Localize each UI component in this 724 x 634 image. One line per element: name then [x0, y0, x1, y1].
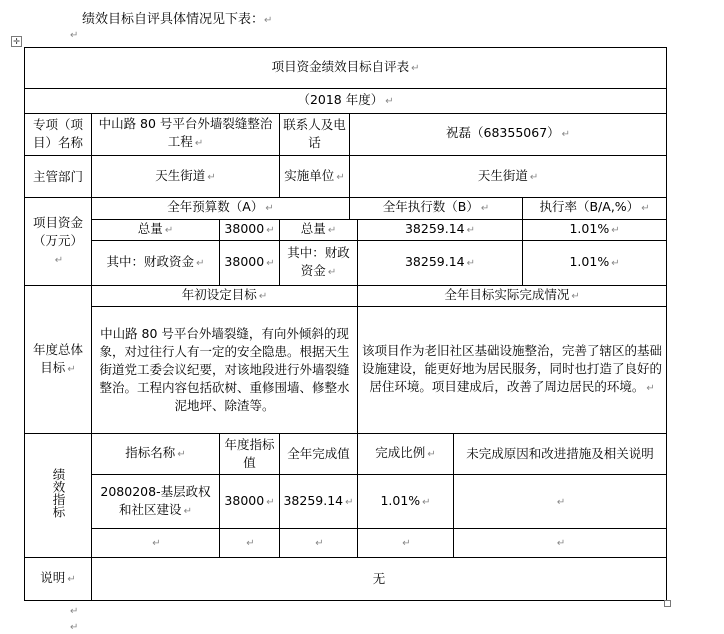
evaluation-table [24, 47, 667, 601]
project-name-value: 中山路 80 号平台外墙裂缝整治工程 ↵ [92, 113, 280, 155]
empty-cell: ↵ [280, 529, 358, 557]
ind-actual-header: 全年完成值 [280, 434, 358, 474]
project-name-label: 专项（项目）名称 [25, 113, 92, 155]
paragraph-mark: ↵ [70, 622, 79, 633]
initial-goal-header: 年初设定目标 ↵ [92, 286, 358, 307]
table-move-handle-icon[interactable]: ✛ [11, 36, 22, 47]
dept-label: 主管部门 [25, 155, 92, 197]
note-value: 无 [92, 557, 667, 600]
actual-goal-header: 全年目标实际完成情况 ↵ [358, 286, 667, 307]
empty-cell: ↵ [358, 529, 454, 557]
total-rate: 1.01% ↵ [523, 219, 667, 240]
actual-goal-text: 该项目作为老旧社区基础设施整治，完善了辖区的基础设施建设，能更好地为居民服务，同时也打造了良好的居住环境。项目建成后，改善了周边居民的环境。 ↵ [358, 307, 667, 434]
total-exec-label: 总量 ↵ [280, 219, 358, 240]
note-label: 说明 ↵ [25, 557, 92, 600]
empty-cell: ↵ [220, 529, 280, 557]
total-budget: 38000 ↵ [220, 219, 280, 240]
empty-cell: ↵ [454, 529, 667, 557]
total-label: 总量 ↵ [92, 219, 220, 240]
total-exec: 38259.14 ↵ [358, 219, 523, 240]
ind-name: 2080208-基层政权和社区建设 ↵ [92, 474, 220, 528]
table-year: （2018 年度） ↵ [25, 89, 667, 113]
indicator-label: 绩效指标 [25, 434, 92, 557]
ind-name-header: 指标名称 ↵ [92, 434, 220, 474]
ind-target-header: 年度指标值 [220, 434, 280, 474]
ind-ratio-header: 完成比例 ↵ [358, 434, 454, 474]
ind-reason-header: 未完成原因和改进措施及相关说明 [454, 434, 667, 474]
paragraph-mark: ↵ [70, 30, 79, 41]
exec-header: 全年执行数（B） ↵ [350, 198, 523, 219]
ind-reason: ↵ [454, 474, 667, 528]
contact-value: 祝磊（68355067） ↵ [350, 113, 667, 155]
goal-label: 年度总体目标 ↵ [25, 286, 92, 434]
fiscal-exec: 38259.14 ↵ [358, 240, 523, 285]
fund-label: 项目资金（万元）↵ [25, 198, 92, 286]
fiscal-budget: 38000 ↵ [220, 240, 280, 285]
rate-header: 执行率（B/A,%） ↵ [523, 198, 667, 219]
fiscal-rate: 1.01% ↵ [523, 240, 667, 285]
contact-label: 联系人及电话 [280, 113, 350, 155]
table-title: 项目资金绩效目标自评表 ↵ [25, 48, 667, 89]
initial-goal-text: 中山路 80 号平台外墙裂缝，有向外倾斜的现象，对过往行人有一定的安全隐患。根据天生街道党工委会议纪要，对该地段进行外墙裂缝整治。工程内容包括砍树、重修围墙、修整水泥地坪、除渣等。 [92, 307, 358, 434]
paragraph-mark: ↵ [70, 606, 79, 617]
empty-cell: ↵ [92, 529, 220, 557]
intro-text: 绩效目标自评具体情况见下表：↵ [82, 12, 273, 27]
budget-header: 全年预算数（A） ↵ [92, 198, 350, 219]
ind-actual: 38259.14 ↵ [280, 474, 358, 528]
dept-value: 天生街道 ↵ [92, 155, 280, 197]
fiscal-exec-label: 其中：财政资金 ↵ [280, 240, 358, 285]
impl-label: 实施单位 ↵ [280, 155, 350, 197]
ind-ratio: 1.01% ↵ [358, 474, 454, 528]
ind-target: 38000 ↵ [220, 474, 280, 528]
impl-value: 天生街道 ↵ [350, 155, 667, 197]
table-resize-handle[interactable] [664, 600, 671, 607]
fiscal-label: 其中：财政资金 ↵ [92, 240, 220, 285]
